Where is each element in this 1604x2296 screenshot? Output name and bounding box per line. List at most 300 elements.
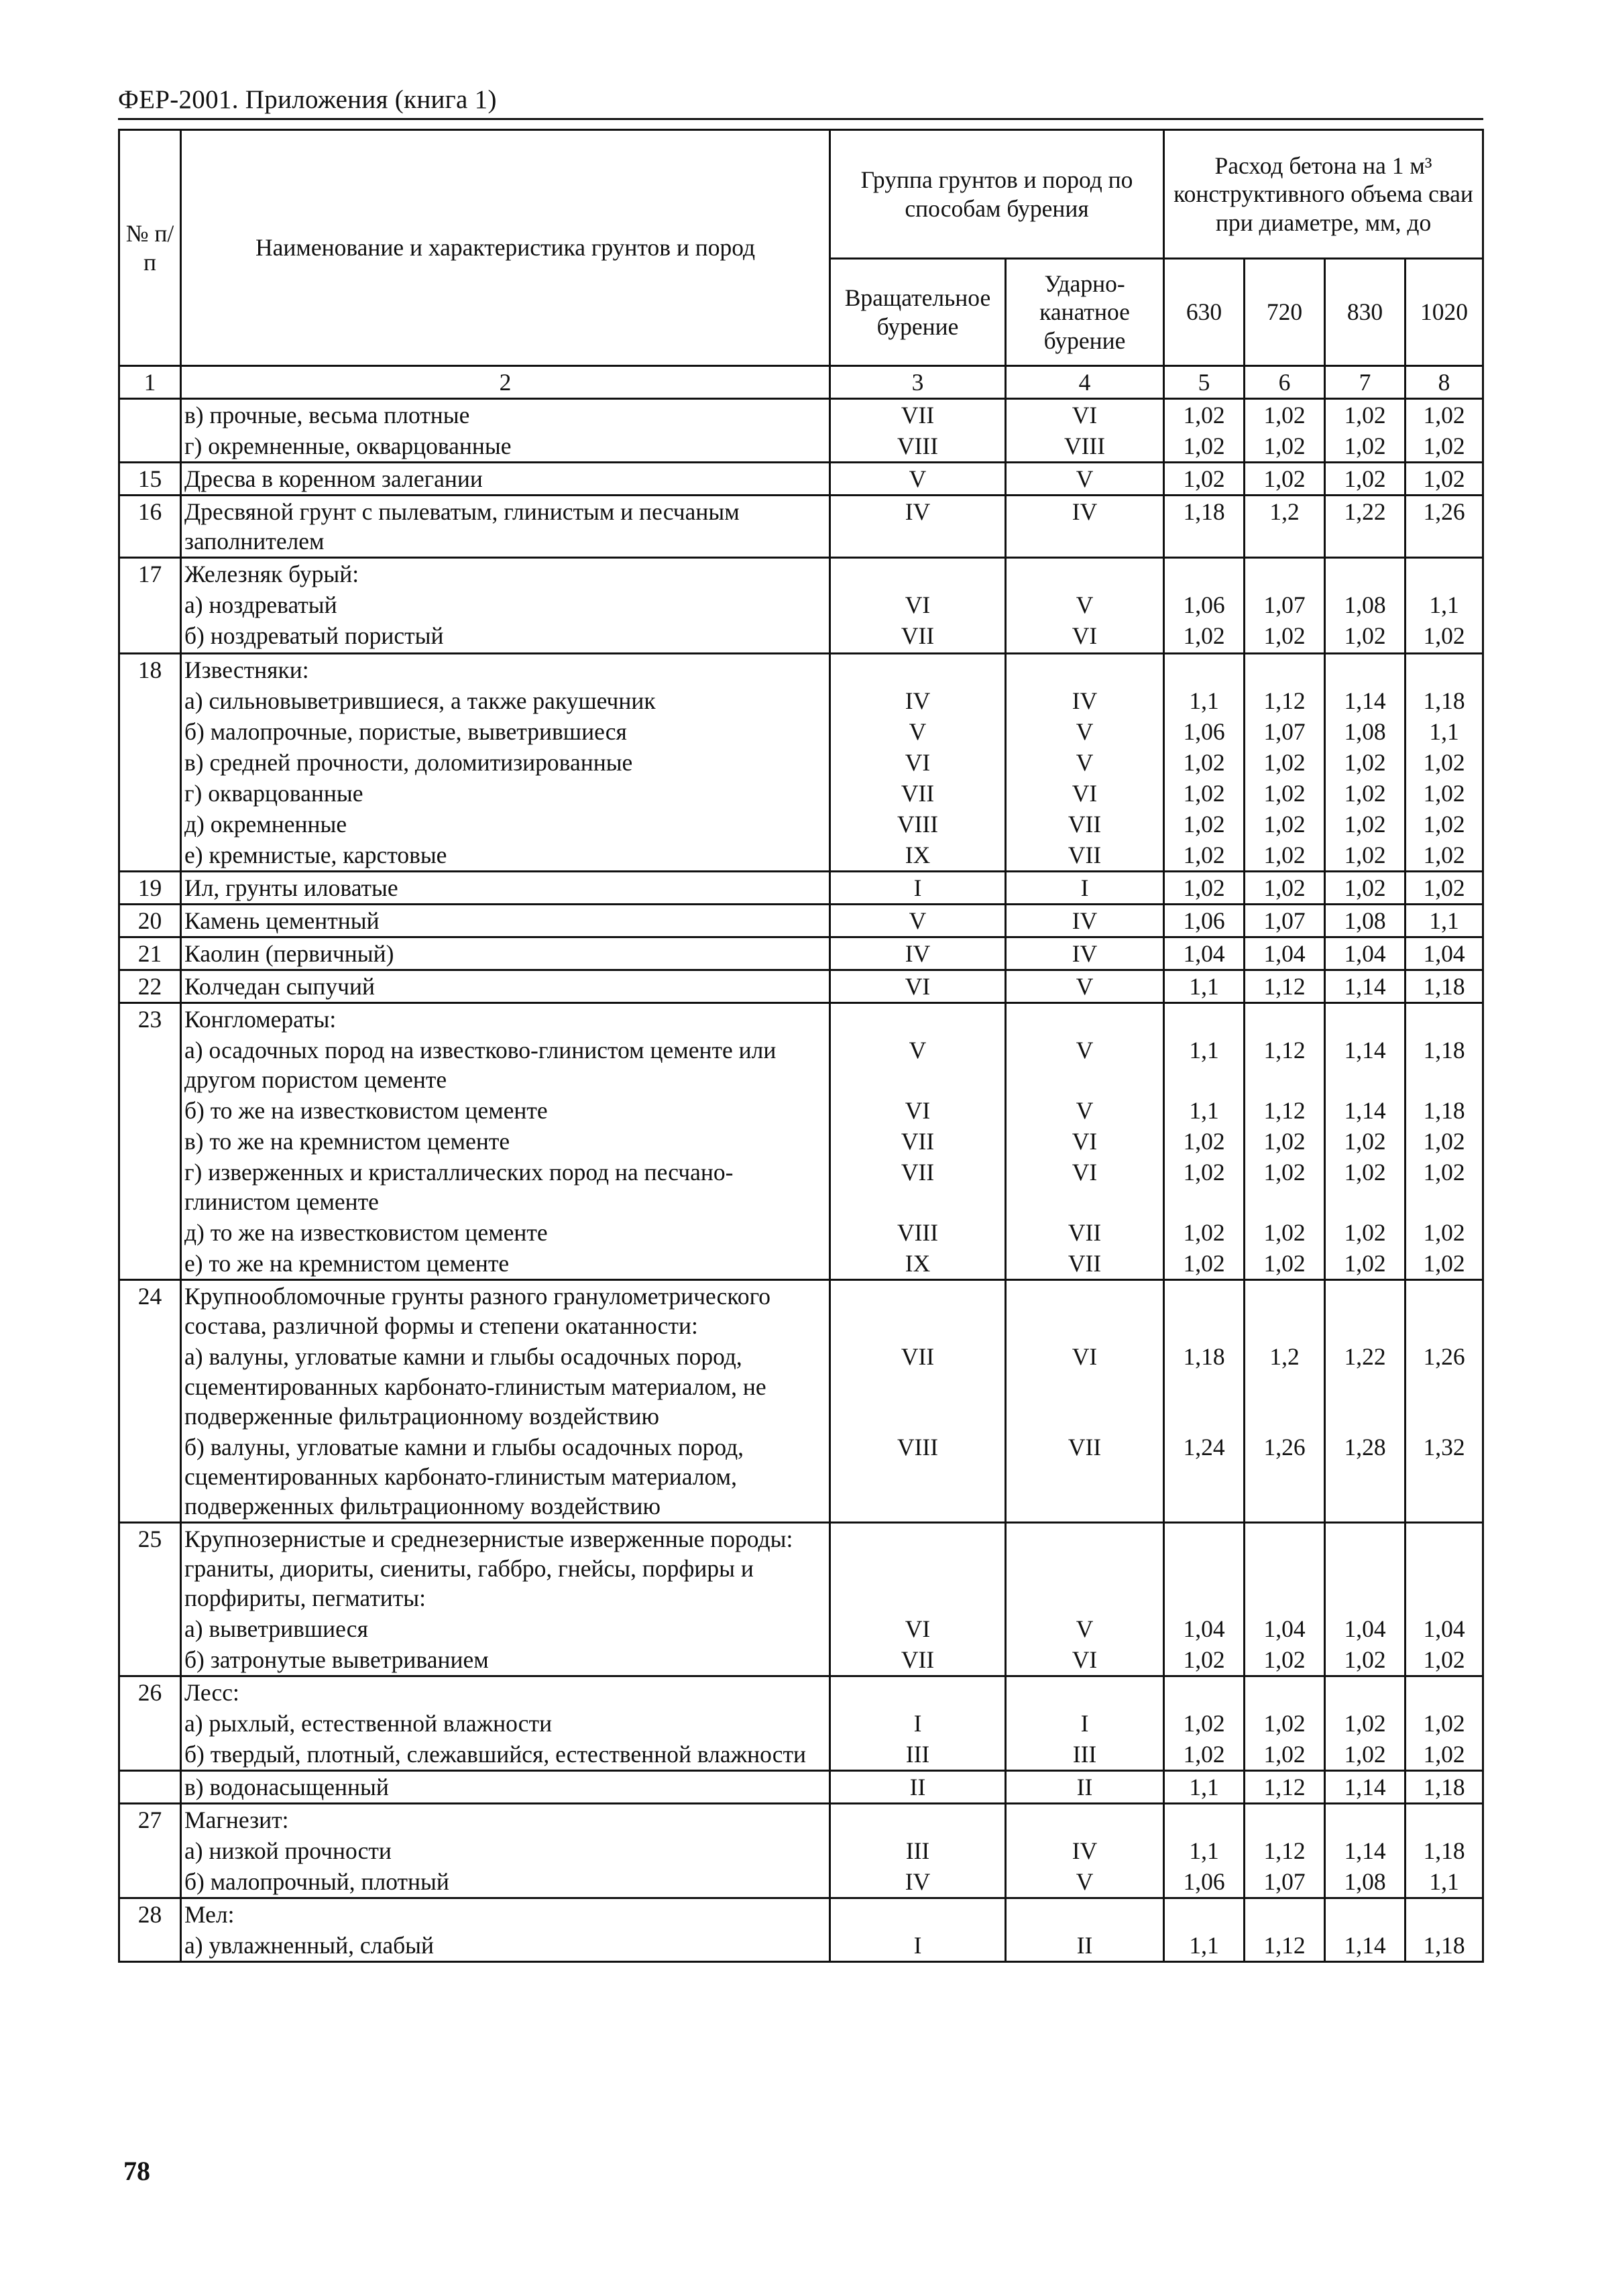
concrete-630: 1,06 (1164, 716, 1245, 747)
soil-table-container (118, 129, 1482, 1963)
rotary-group: IV (830, 1866, 1006, 1898)
percussion-group: I (1006, 872, 1164, 905)
percussion-group: V (1006, 970, 1164, 1003)
rotary-group: VI (830, 747, 1006, 778)
percussion-group: V (1006, 1613, 1164, 1644)
concrete-830: 1,02 (1325, 431, 1406, 463)
row-name: Колчедан сыпучий (181, 970, 830, 1003)
table-row (119, 1432, 1483, 1523)
table-row (119, 1644, 1483, 1676)
concrete-630 (1164, 1280, 1245, 1342)
rotary-group: I (830, 872, 1006, 905)
concrete-1020: 1,02 (1406, 1644, 1483, 1676)
rotary-group (830, 1003, 1006, 1035)
concrete-630: 1,02 (1164, 747, 1245, 778)
row-name: а) валуны, угловатые камни и глыбы осадочных пород, сцементированных карбонато-глинистым материалом, не подверженные фильтрационному воздействию (181, 1341, 830, 1431)
concrete-1020: 1,26 (1406, 496, 1483, 558)
concrete-830 (1325, 1676, 1406, 1708)
concrete-830: 1,02 (1325, 778, 1406, 809)
rotary-group: IV (830, 937, 1006, 970)
table-row (119, 872, 1483, 905)
concrete-630: 1,1 (1164, 685, 1245, 716)
concrete-1020 (1406, 654, 1483, 686)
table-row (119, 1035, 1483, 1095)
rotary-group: VI (830, 589, 1006, 620)
row-number: 24 (119, 1280, 181, 1342)
row-name: б) валуны, угловатые камни и глыбы осадочных пород, сцементированных карбонато-глинистым материалом, подверженных фильтрационному воздействию (181, 1432, 830, 1523)
concrete-1020: 1,02 (1406, 1739, 1483, 1771)
page-header: ФЕР-2001. Приложения (книга 1) (118, 85, 497, 114)
row-name: Крупнообломочные грунты разного гранулометрического состава, различной формы и степени окатанности: (181, 1280, 830, 1342)
percussion-group: VI (1006, 778, 1164, 809)
concrete-720 (1245, 1003, 1325, 1035)
rotary-group: VII (830, 620, 1006, 651)
column-index: 1 (119, 366, 181, 399)
concrete-830: 1,08 (1325, 1866, 1406, 1898)
row-number (119, 589, 181, 620)
concrete-1020: 1,02 (1406, 1157, 1483, 1217)
header-rotary: Вращательное бурение (830, 259, 1006, 366)
concrete-630: 1,18 (1164, 1341, 1245, 1431)
row-number (119, 1341, 181, 1431)
concrete-630: 1,1 (1164, 1930, 1245, 1962)
table-row (119, 620, 1483, 651)
row-name: б) затронутые выветриванием (181, 1644, 830, 1676)
row-name: в) то же на кремнистом цементе (181, 1126, 830, 1157)
rotary-group: III (830, 1835, 1006, 1866)
header-concrete: Расход бетона на 1 м³ конструктивного объема сваи при диаметре, мм, до (1164, 130, 1483, 259)
percussion-group: VI (1006, 1157, 1164, 1217)
percussion-group: IV (1006, 1835, 1164, 1866)
concrete-630 (1164, 558, 1245, 590)
concrete-720: 1,02 (1245, 1739, 1325, 1771)
concrete-1020: 1,02 (1406, 463, 1483, 496)
concrete-1020: 1,02 (1406, 840, 1483, 872)
concrete-630: 1,02 (1164, 1708, 1245, 1739)
concrete-720: 1,02 (1245, 1248, 1325, 1280)
concrete-720: 1,12 (1245, 1930, 1325, 1962)
rotary-group: VII (830, 399, 1006, 431)
concrete-720: 1,02 (1245, 1217, 1325, 1248)
header-d720: 720 (1245, 259, 1325, 366)
concrete-830 (1325, 1522, 1406, 1613)
concrete-830: 1,14 (1325, 1770, 1406, 1803)
concrete-720 (1245, 654, 1325, 686)
concrete-720: 1,12 (1245, 685, 1325, 716)
percussion-group: IV (1006, 496, 1164, 558)
percussion-group (1006, 1803, 1164, 1835)
concrete-1020: 1,18 (1406, 1095, 1483, 1126)
table-row (119, 1280, 1483, 1342)
concrete-830: 1,08 (1325, 589, 1406, 620)
concrete-720: 1,07 (1245, 1866, 1325, 1898)
rotary-group: I (830, 1930, 1006, 1962)
concrete-1020 (1406, 1522, 1483, 1613)
table-row (119, 1835, 1483, 1866)
row-number: 17 (119, 558, 181, 590)
concrete-720: 1,02 (1245, 809, 1325, 840)
concrete-1020: 1,02 (1406, 620, 1483, 651)
row-number: 19 (119, 872, 181, 905)
row-name: б) твердый, плотный, слежавшийся, естественной влажности (181, 1739, 830, 1771)
table-row (119, 496, 1483, 558)
concrete-1020: 1,02 (1406, 399, 1483, 431)
row-name: а) низкой прочности (181, 1835, 830, 1866)
percussion-group (1006, 654, 1164, 686)
row-number (119, 809, 181, 840)
concrete-830: 1,02 (1325, 1708, 1406, 1739)
concrete-830: 1,02 (1325, 747, 1406, 778)
percussion-group: IV (1006, 685, 1164, 716)
header-rule (118, 118, 1483, 120)
table-row (119, 1930, 1483, 1962)
concrete-630 (1164, 1676, 1245, 1708)
row-name: Известняки: (181, 654, 830, 686)
table-row (119, 1003, 1483, 1035)
row-name: Ил, грунты иловатые (181, 872, 830, 905)
row-name: б) малопрочный, плотный (181, 1866, 830, 1898)
concrete-1020: 1,04 (1406, 937, 1483, 970)
percussion-group: VI (1006, 1644, 1164, 1676)
row-name: а) увлажненный, слабый (181, 1930, 830, 1962)
concrete-630 (1164, 654, 1245, 686)
concrete-720 (1245, 1803, 1325, 1835)
percussion-group: IV (1006, 937, 1164, 970)
concrete-630: 1,02 (1164, 872, 1245, 905)
concrete-630: 1,02 (1164, 778, 1245, 809)
row-number (119, 778, 181, 809)
row-name: Мел: (181, 1898, 830, 1930)
concrete-830: 1,02 (1325, 1217, 1406, 1248)
percussion-group (1006, 1522, 1164, 1613)
rotary-group: IV (830, 685, 1006, 716)
concrete-630: 1,02 (1164, 1248, 1245, 1280)
concrete-830: 1,08 (1325, 716, 1406, 747)
concrete-630: 1,1 (1164, 1035, 1245, 1095)
rotary-group: VI (830, 970, 1006, 1003)
percussion-group: V (1006, 589, 1164, 620)
concrete-830: 1,02 (1325, 1126, 1406, 1157)
rotary-group: VI (830, 1095, 1006, 1126)
concrete-630: 1,02 (1164, 809, 1245, 840)
table-row (119, 431, 1483, 463)
column-index: 4 (1006, 366, 1164, 399)
rotary-group (830, 1522, 1006, 1613)
table-row (119, 905, 1483, 937)
row-name: б) то же на известковистом цементе (181, 1095, 830, 1126)
rotary-group: VII (830, 1157, 1006, 1217)
row-number (119, 1248, 181, 1280)
concrete-630 (1164, 1522, 1245, 1613)
row-number (119, 1432, 181, 1523)
table-row (119, 1217, 1483, 1248)
row-number: 15 (119, 463, 181, 496)
concrete-720: 1,04 (1245, 937, 1325, 970)
percussion-group: VII (1006, 1217, 1164, 1248)
row-name: а) ноздреватый (181, 589, 830, 620)
row-name: б) ноздреватый пористый (181, 620, 830, 651)
concrete-630: 1,1 (1164, 1770, 1245, 1803)
concrete-630: 1,04 (1164, 937, 1245, 970)
rotary-group: VII (830, 1644, 1006, 1676)
row-name: в) прочные, весьма плотные (181, 399, 830, 431)
percussion-group: VII (1006, 840, 1164, 872)
row-name: а) выветрившиеся (181, 1613, 830, 1644)
row-name: б) малопрочные, пористые, выветрившиеся (181, 716, 830, 747)
concrete-720: 1,02 (1245, 463, 1325, 496)
row-number (119, 1708, 181, 1739)
concrete-720: 1,02 (1245, 778, 1325, 809)
table-row (119, 558, 1483, 590)
concrete-1020: 1,02 (1406, 778, 1483, 809)
header-num: № п/п (119, 130, 181, 366)
row-number (119, 1739, 181, 1771)
rotary-group: VI (830, 1613, 1006, 1644)
row-number (119, 716, 181, 747)
concrete-830: 1,02 (1325, 809, 1406, 840)
table-row (119, 589, 1483, 620)
concrete-830: 1,02 (1325, 463, 1406, 496)
concrete-1020: 1,1 (1406, 1866, 1483, 1898)
percussion-group (1006, 558, 1164, 590)
percussion-group: VIII (1006, 431, 1164, 463)
rotary-group: IX (830, 1248, 1006, 1280)
concrete-630: 1,02 (1164, 431, 1245, 463)
concrete-830 (1325, 654, 1406, 686)
concrete-720: 1,12 (1245, 1035, 1325, 1095)
row-number (119, 1035, 181, 1095)
concrete-720: 1,07 (1245, 716, 1325, 747)
concrete-1020: 1,02 (1406, 431, 1483, 463)
concrete-630: 1,02 (1164, 840, 1245, 872)
row-name: а) сильновыветрившиеся, а также ракушечник (181, 685, 830, 716)
table-row (119, 1126, 1483, 1157)
header-d830: 830 (1325, 259, 1406, 366)
table-row (119, 1803, 1483, 1835)
table-row (119, 1866, 1483, 1898)
table-row (119, 1157, 1483, 1217)
concrete-720: 1,02 (1245, 1126, 1325, 1157)
percussion-group: V (1006, 1035, 1164, 1095)
concrete-1020: 1,02 (1406, 1248, 1483, 1280)
concrete-1020: 1,18 (1406, 685, 1483, 716)
concrete-1020 (1406, 1803, 1483, 1835)
rotary-group (830, 1676, 1006, 1708)
rotary-group: VIII (830, 1217, 1006, 1248)
row-number (119, 1157, 181, 1217)
row-number: 18 (119, 654, 181, 686)
concrete-720 (1245, 1522, 1325, 1613)
rotary-group (830, 1803, 1006, 1835)
concrete-830: 1,22 (1325, 496, 1406, 558)
concrete-830: 1,04 (1325, 937, 1406, 970)
concrete-1020: 1,18 (1406, 1035, 1483, 1095)
concrete-720: 1,02 (1245, 1644, 1325, 1676)
concrete-720 (1245, 1676, 1325, 1708)
concrete-720: 1,02 (1245, 620, 1325, 651)
concrete-1020 (1406, 1898, 1483, 1930)
concrete-830 (1325, 1003, 1406, 1035)
row-name: а) осадочных пород на известково-глинистом цементе или другом пористом цементе (181, 1035, 830, 1095)
row-name: Железняк бурый: (181, 558, 830, 590)
row-name: в) водонасыщенный (181, 1770, 830, 1803)
row-name: г) окварцованные (181, 778, 830, 809)
concrete-630: 1,1 (1164, 1835, 1245, 1866)
concrete-830: 1,02 (1325, 1644, 1406, 1676)
percussion-group: II (1006, 1930, 1164, 1962)
concrete-830: 1,08 (1325, 905, 1406, 937)
rotary-group (830, 654, 1006, 686)
table-row (119, 1739, 1483, 1771)
row-name: е) то же на кремнистом цементе (181, 1248, 830, 1280)
rotary-group: IV (830, 496, 1006, 558)
concrete-830: 1,02 (1325, 872, 1406, 905)
rotary-group: VII (830, 1341, 1006, 1431)
header-name: Наименование и характеристика грунтов и пород (181, 130, 830, 366)
row-name: Дресва в коренном залегании (181, 463, 830, 496)
rotary-group: VIII (830, 1432, 1006, 1523)
table-row (119, 399, 1483, 431)
concrete-830 (1325, 1898, 1406, 1930)
table-body (119, 366, 1483, 1962)
row-name: д) окремненные (181, 809, 830, 840)
row-number (119, 1835, 181, 1866)
row-name: д) то же на известковистом цементе (181, 1217, 830, 1248)
percussion-group: V (1006, 1866, 1164, 1898)
rotary-group: V (830, 716, 1006, 747)
concrete-1020: 1,32 (1406, 1432, 1483, 1523)
row-name: Конгломераты: (181, 1003, 830, 1035)
percussion-group (1006, 1676, 1164, 1708)
concrete-1020 (1406, 1280, 1483, 1342)
concrete-1020 (1406, 1676, 1483, 1708)
table-row (119, 1676, 1483, 1708)
table-row (119, 809, 1483, 840)
concrete-830: 1,14 (1325, 970, 1406, 1003)
row-number: 25 (119, 1522, 181, 1613)
row-number (119, 685, 181, 716)
concrete-720: 1,02 (1245, 1157, 1325, 1217)
table-row (119, 778, 1483, 809)
concrete-720: 1,02 (1245, 840, 1325, 872)
column-index: 5 (1164, 366, 1245, 399)
concrete-1020: 1,26 (1406, 1341, 1483, 1431)
concrete-830: 1,14 (1325, 1095, 1406, 1126)
concrete-830: 1,04 (1325, 1613, 1406, 1644)
percussion-group: V (1006, 747, 1164, 778)
row-number: 23 (119, 1003, 181, 1035)
concrete-720 (1245, 1898, 1325, 1930)
table-row (119, 1613, 1483, 1644)
header-d1020: 1020 (1406, 259, 1483, 366)
header-percussion: Ударно-канатное бурение (1006, 259, 1164, 366)
concrete-630: 1,02 (1164, 1217, 1245, 1248)
concrete-830: 1,28 (1325, 1432, 1406, 1523)
row-number (119, 1770, 181, 1803)
concrete-830 (1325, 1803, 1406, 1835)
row-number: 21 (119, 937, 181, 970)
row-number (119, 1930, 181, 1962)
row-name: г) изверженных и кристаллических пород на песчано-глинистом цементе (181, 1157, 830, 1217)
row-number (119, 1217, 181, 1248)
concrete-1020: 1,02 (1406, 1217, 1483, 1248)
concrete-720: 1,02 (1245, 872, 1325, 905)
percussion-group: VII (1006, 1248, 1164, 1280)
concrete-630: 1,06 (1164, 905, 1245, 937)
rotary-group: V (830, 463, 1006, 496)
concrete-630: 1,06 (1164, 1866, 1245, 1898)
percussion-group: V (1006, 463, 1164, 496)
table-row (119, 937, 1483, 970)
concrete-1020: 1,18 (1406, 1835, 1483, 1866)
concrete-1020: 1,02 (1406, 872, 1483, 905)
concrete-720 (1245, 1280, 1325, 1342)
table-row (119, 1095, 1483, 1126)
rotary-group (830, 1280, 1006, 1342)
table-row (119, 1522, 1483, 1613)
concrete-830: 1,02 (1325, 399, 1406, 431)
row-name: г) окремненные, окварцованные (181, 431, 830, 463)
row-number (119, 747, 181, 778)
concrete-630: 1,06 (1164, 589, 1245, 620)
concrete-830: 1,22 (1325, 1341, 1406, 1431)
concrete-830 (1325, 558, 1406, 590)
percussion-group: IV (1006, 905, 1164, 937)
table-row (119, 1770, 1483, 1803)
rotary-group: VII (830, 778, 1006, 809)
row-name: Дресвяной грунт с пылеватым, глинистым и песчаным заполнителем (181, 496, 830, 558)
concrete-830: 1,02 (1325, 1248, 1406, 1280)
row-name: Крупнозернистые и среднезернистые изверженные породы: граниты, диориты, сиениты, габбро, гнейсы, порфиры и порфириты, пегматиты: (181, 1522, 830, 1613)
concrete-830: 1,14 (1325, 1835, 1406, 1866)
soil-concrete-table (118, 129, 1484, 1963)
column-index: 8 (1406, 366, 1483, 399)
concrete-1020: 1,02 (1406, 809, 1483, 840)
concrete-830: 1,02 (1325, 840, 1406, 872)
concrete-1020: 1,1 (1406, 589, 1483, 620)
concrete-720: 1,26 (1245, 1432, 1325, 1523)
percussion-group: I (1006, 1708, 1164, 1739)
row-name: Каолин (первичный) (181, 937, 830, 970)
concrete-720: 1,02 (1245, 399, 1325, 431)
row-name: в) средней прочности, доломитизированные (181, 747, 830, 778)
table-row (119, 1341, 1483, 1431)
rotary-group: III (830, 1739, 1006, 1771)
concrete-720: 1,12 (1245, 1095, 1325, 1126)
table-row (119, 1248, 1483, 1280)
row-name: Лесс: (181, 1676, 830, 1708)
percussion-group (1006, 1898, 1164, 1930)
row-number (119, 620, 181, 651)
concrete-720: 1,12 (1245, 970, 1325, 1003)
concrete-630: 1,18 (1164, 496, 1245, 558)
concrete-630: 1,02 (1164, 399, 1245, 431)
row-number (119, 1613, 181, 1644)
row-number (119, 840, 181, 872)
row-number (119, 1866, 181, 1898)
percussion-group: VII (1006, 1432, 1164, 1523)
concrete-1020: 1,02 (1406, 747, 1483, 778)
rotary-group (830, 558, 1006, 590)
concrete-830: 1,02 (1325, 1739, 1406, 1771)
rotary-group: I (830, 1708, 1006, 1739)
table-row (119, 1708, 1483, 1739)
concrete-830: 1,02 (1325, 620, 1406, 651)
concrete-630: 1,02 (1164, 620, 1245, 651)
concrete-630 (1164, 1803, 1245, 1835)
row-name: Камень цементный (181, 905, 830, 937)
concrete-630: 1,02 (1164, 1157, 1245, 1217)
